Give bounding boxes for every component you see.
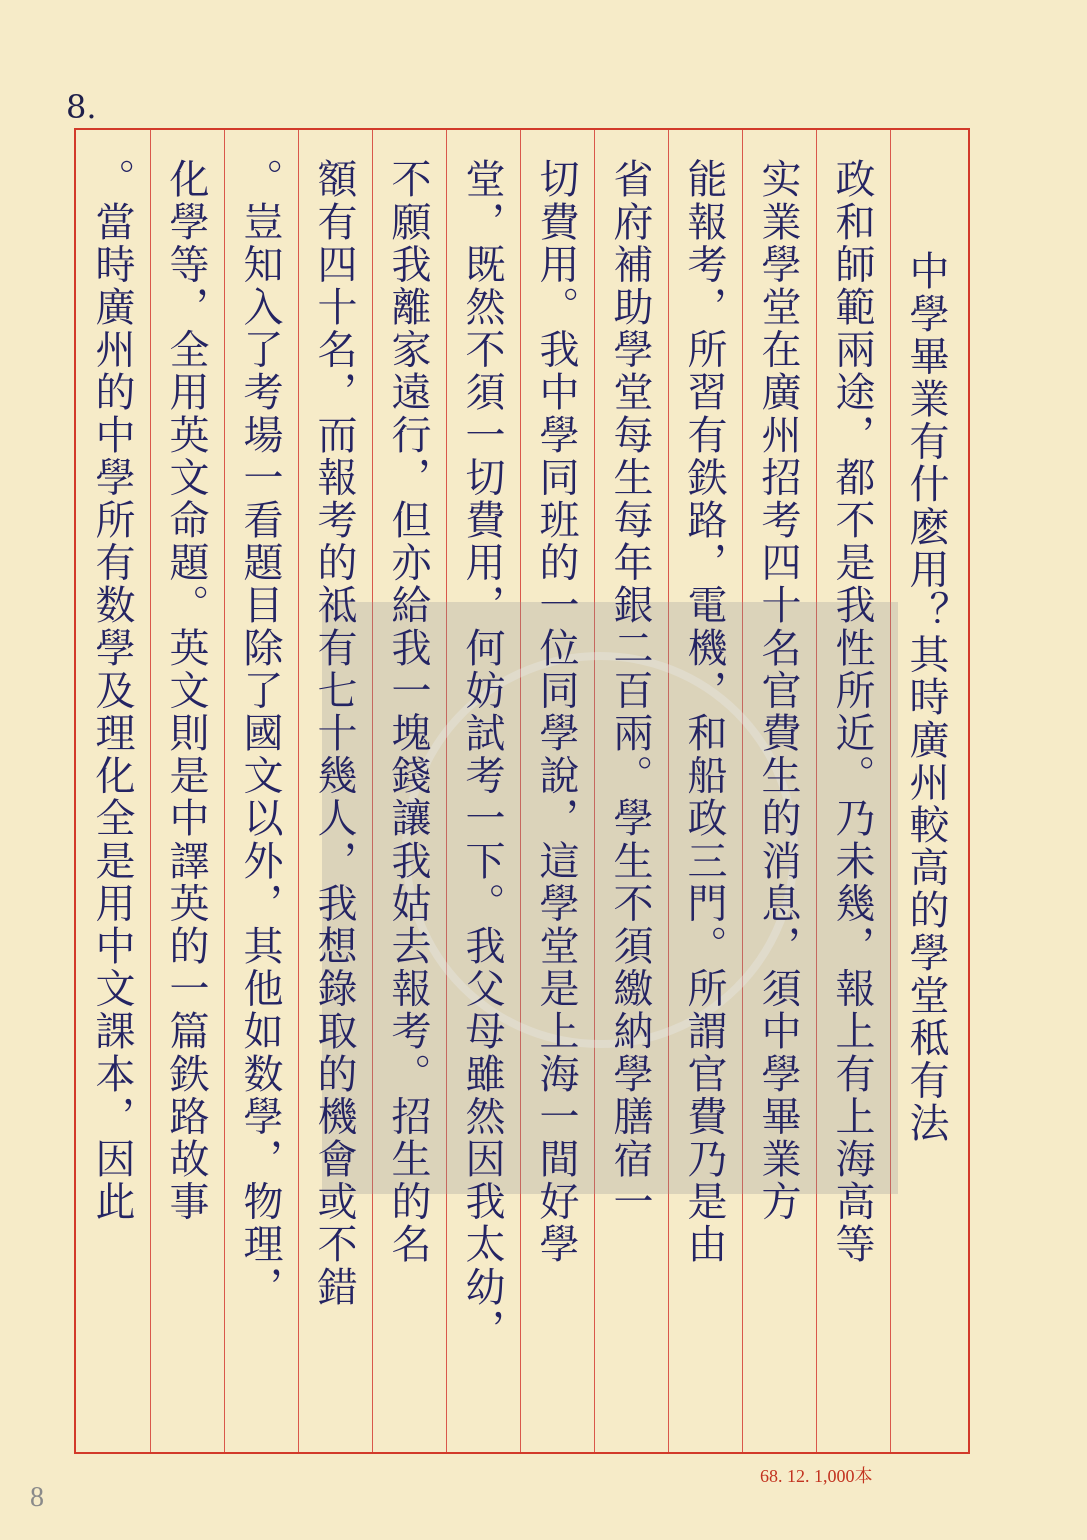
- column-rule: [150, 130, 151, 1452]
- manuscript-column-9: 額有四十名，而報考的祗有七十幾人，我想錄取的機會或不錯: [311, 158, 357, 1309]
- manuscript-column-1: 中學畢業有什麽用？其時廣州較高的學堂秪有法: [903, 250, 949, 1145]
- manuscript-column-8: 不願我離家遠行，但亦給我一塊錢讓我姑去報考。招生的名: [385, 158, 431, 1266]
- manuscript-column-12: 。當時廣州的中學所有数學及理化全是用中文課本，因此: [89, 158, 135, 1223]
- manuscript-column-2: 政和師範兩途，都不是我性所近。乃未幾，報上有上海高等: [829, 158, 875, 1266]
- manuscript-column-6: 切費用。我中學同班的一位同學說，這學堂是上海一間好學: [533, 158, 579, 1266]
- page-number: 8.: [66, 88, 97, 126]
- column-rule: [224, 130, 225, 1452]
- column-rule: [298, 130, 299, 1452]
- manuscript-column-11: 化學等，全用英文命題。英文則是中譯英的一篇鉄路故事: [163, 158, 209, 1223]
- manuscript-frame: [74, 128, 970, 1454]
- manuscript-column-5: 省府補助學堂每生每年銀二百兩。學生不須繳納學膳宿一: [607, 158, 653, 1223]
- manuscript-column-10: 。豈知入了考場一看題目除了國文以外，其他如数學，物理，: [237, 158, 283, 1309]
- manuscript-column-7: 堂，既然不須一切費用，何妨試考一下。我父母雖然因我太幼，: [459, 158, 505, 1351]
- margin-note: 8: [30, 1482, 44, 1513]
- manuscript-column-4: 能報考，所習有鉄路，電機，和船政三門。所謂官費乃是由: [681, 158, 727, 1266]
- manuscript-column-3: 实業學堂在廣州招考四十名官費生的消息，須中學畢業方: [755, 158, 801, 1223]
- print-mark: 68. 12. 1,000本: [760, 1466, 873, 1486]
